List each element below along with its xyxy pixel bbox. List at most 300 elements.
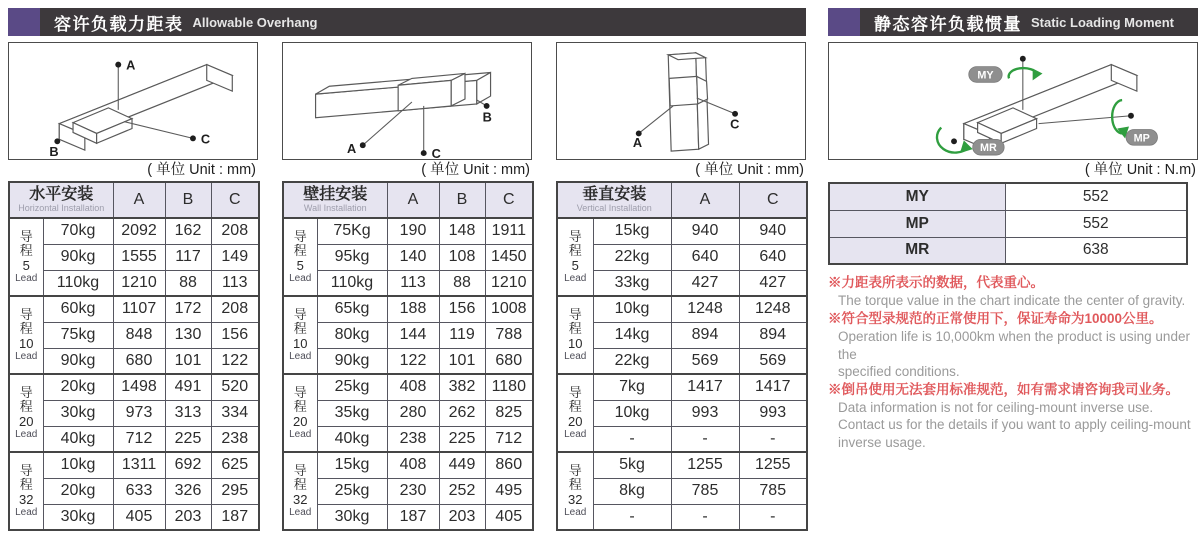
- lead-cell: [557, 374, 593, 452]
- lead-cell: [283, 452, 317, 530]
- value-cell: 680: [113, 348, 165, 374]
- lead-label: [284, 386, 317, 441]
- value-cell: 520: [211, 374, 259, 400]
- unit-caption-mm: ( 单位 Unit : mm): [695, 162, 804, 178]
- lead-number: 10: [293, 335, 308, 351]
- lead-char: 导: [293, 228, 307, 244]
- value-cell: 785: [671, 478, 739, 504]
- lead-cell: [557, 296, 593, 374]
- table-title-zh: 壁挂安装: [303, 186, 368, 204]
- static-loading-moment-section: [828, 8, 1198, 451]
- wall-installation-table: [282, 181, 534, 531]
- value-cell: 712: [485, 426, 533, 452]
- table-row: [283, 400, 533, 426]
- table-row: [9, 270, 259, 296]
- lead-char: 导: [19, 228, 33, 244]
- load-cell: 35kg: [317, 400, 387, 426]
- value-cell: 313: [165, 400, 211, 426]
- moment-label: MY: [829, 183, 1005, 210]
- lead-number: 5: [296, 257, 304, 273]
- lead-label: [558, 464, 593, 519]
- value-cell: 449: [439, 452, 485, 478]
- value-cell: 130: [165, 322, 211, 348]
- value-cell: 825: [485, 400, 533, 426]
- lead-en: Lead: [289, 429, 312, 441]
- value-cell: 993: [739, 400, 807, 426]
- table-row: [557, 296, 807, 322]
- vertical-installation-column: [556, 42, 806, 531]
- lead-number: 5: [22, 257, 30, 273]
- value-cell: 144: [387, 322, 439, 348]
- lead-char: 导: [19, 384, 33, 400]
- table-title-en: Wall Installation: [303, 202, 367, 213]
- value-cell: 238: [387, 426, 439, 452]
- load-cell: 95kg: [317, 244, 387, 270]
- section-header-right: [828, 8, 1198, 36]
- value-cell: 1210: [485, 270, 533, 296]
- note-en: The torque value in the chart indicate the center of gravity.: [838, 293, 1186, 309]
- load-cell: 22kg: [593, 244, 671, 270]
- lead-label: [558, 230, 593, 285]
- table-row: [557, 452, 807, 478]
- lead-number: 10: [568, 335, 583, 351]
- lead-number: 5: [571, 257, 579, 273]
- value-cell: 633: [113, 478, 165, 504]
- value-cell: 712: [113, 426, 165, 452]
- lead-number: 10: [19, 335, 34, 351]
- load-cell: 8kg: [593, 478, 671, 504]
- column-header: C: [485, 182, 533, 218]
- value-cell: 788: [485, 322, 533, 348]
- table-row: [557, 218, 807, 244]
- table-header-row: [9, 182, 259, 218]
- table-row: [9, 218, 259, 244]
- value-cell: 190: [387, 218, 439, 244]
- table-row: [283, 504, 533, 530]
- table-row: [557, 478, 807, 504]
- table-row: [9, 374, 259, 400]
- lead-en: Lead: [15, 429, 38, 441]
- load-cell: 25kg: [317, 374, 387, 400]
- table-title-zh: 垂直安装: [582, 186, 647, 204]
- table-row: [9, 244, 259, 270]
- lead-cell: [283, 374, 317, 452]
- horizontal-installation-table: [8, 181, 260, 531]
- value-cell: 1417: [671, 374, 739, 400]
- value-cell: 122: [211, 348, 259, 374]
- value-cell: 569: [739, 348, 807, 374]
- horizontal-installation-column: [8, 42, 258, 531]
- load-cell: 30kg: [317, 504, 387, 530]
- value-cell: 188: [387, 296, 439, 322]
- point-b-label: B: [49, 144, 59, 159]
- note-en: Data information is not for ceiling-mount inverse use.: [838, 399, 1154, 415]
- value-cell: 172: [165, 296, 211, 322]
- value-cell: 140: [387, 244, 439, 270]
- table-row: [9, 426, 259, 452]
- value-cell: -: [739, 504, 807, 530]
- lead-char: 程: [19, 321, 33, 337]
- table-header-row: [283, 182, 533, 218]
- note-en: Operation life is 10,000km when the product is using under the: [838, 328, 1190, 362]
- lead-en: Lead: [564, 507, 587, 519]
- column-header: C: [739, 182, 807, 218]
- load-cell: 10kg: [593, 400, 671, 426]
- value-cell: 117: [165, 244, 211, 270]
- notes-block: [828, 274, 1196, 451]
- unit-caption-mm: ( 单位 Unit : mm): [421, 162, 530, 178]
- column-header: C: [211, 182, 259, 218]
- load-cell: 80kg: [317, 322, 387, 348]
- table-row: [9, 348, 259, 374]
- value-cell: 382: [439, 374, 485, 400]
- value-cell: 408: [387, 452, 439, 478]
- value-cell: 1255: [671, 452, 739, 478]
- moment-value: 638: [1005, 237, 1187, 264]
- table-row: [557, 244, 807, 270]
- table-row: [283, 296, 533, 322]
- mp-axis-label: MP: [1133, 132, 1150, 145]
- load-cell: 60kg: [43, 296, 113, 322]
- lead-en: Lead: [15, 351, 38, 363]
- value-cell: 238: [211, 426, 259, 452]
- load-cell: 25kg: [317, 478, 387, 504]
- load-cell: 75kg: [43, 322, 113, 348]
- table-row: [283, 426, 533, 452]
- value-cell: 101: [165, 348, 211, 374]
- lead-number: 32: [293, 491, 308, 507]
- lead-number: 20: [19, 413, 34, 429]
- value-cell: -: [671, 504, 739, 530]
- table-row: [9, 452, 259, 478]
- wall-installation-diagram: [282, 42, 532, 160]
- value-cell: 1008: [485, 296, 533, 322]
- lead-label: [558, 386, 593, 441]
- value-cell: 1248: [671, 296, 739, 322]
- load-cell: 20kg: [43, 374, 113, 400]
- note-zh: ※倒吊使用无法套用标准规范，如有需求请咨询我司业务。: [828, 381, 1179, 397]
- table-title-en: Horizontal Installation: [18, 202, 105, 213]
- value-cell: 894: [671, 322, 739, 348]
- purple-accent-square: [8, 8, 40, 36]
- value-cell: 108: [439, 244, 485, 270]
- value-cell: 1107: [113, 296, 165, 322]
- lead-en: Lead: [15, 273, 38, 285]
- value-cell: 156: [211, 322, 259, 348]
- moment-row: [829, 210, 1187, 237]
- load-cell: 7kg: [593, 374, 671, 400]
- lead-number: 20: [568, 413, 583, 429]
- load-cell: 75Kg: [317, 218, 387, 244]
- value-cell: 208: [211, 296, 259, 322]
- table-row: [9, 504, 259, 530]
- lead-cell: [9, 374, 43, 452]
- value-cell: 1248: [739, 296, 807, 322]
- value-cell: 88: [439, 270, 485, 296]
- horizontal-installation-diagram: [8, 42, 258, 160]
- moment-value: 552: [1005, 210, 1187, 237]
- table-row: [283, 218, 533, 244]
- load-cell: 15kg: [593, 218, 671, 244]
- note-en: inverse usage.: [838, 434, 926, 450]
- section-title-en: Static Loading Moment: [1031, 14, 1174, 30]
- value-cell: 225: [439, 426, 485, 452]
- value-cell: -: [739, 426, 807, 452]
- lead-cell: [9, 452, 43, 530]
- table-row: [283, 348, 533, 374]
- value-cell: -: [671, 426, 739, 452]
- wall-installation-column: [282, 42, 532, 531]
- lead-char: 导: [19, 306, 33, 322]
- point-a-label: A: [347, 141, 357, 157]
- table-row: [557, 400, 807, 426]
- table-title-en: Vertical Installation: [576, 202, 652, 213]
- value-cell: 252: [439, 478, 485, 504]
- section-title-en: Allowable Overhang: [192, 14, 318, 30]
- value-cell: 101: [439, 348, 485, 374]
- lead-cell: [557, 452, 593, 530]
- load-cell: 90kg: [317, 348, 387, 374]
- value-cell: 113: [387, 270, 439, 296]
- value-cell: 88: [165, 270, 211, 296]
- load-cell: 14kg: [593, 322, 671, 348]
- value-cell: 203: [439, 504, 485, 530]
- column-header: A: [113, 182, 165, 218]
- lead-char: 程: [568, 321, 582, 337]
- value-cell: 491: [165, 374, 211, 400]
- value-cell: 2092: [113, 218, 165, 244]
- table-row: [283, 322, 533, 348]
- value-cell: 1911: [485, 218, 533, 244]
- lead-cell: [9, 296, 43, 374]
- vertical-installation-table: [556, 181, 808, 531]
- lead-char: 导: [293, 462, 307, 478]
- load-cell: 33kg: [593, 270, 671, 296]
- lead-char: 程: [19, 399, 33, 415]
- lead-label: [558, 308, 593, 363]
- vertical-installation-diagram: [556, 42, 806, 160]
- value-cell: 187: [387, 504, 439, 530]
- moment-label: MR: [829, 237, 1005, 264]
- value-cell: 405: [113, 504, 165, 530]
- column-header: B: [165, 182, 211, 218]
- table-title-zh: 水平安装: [29, 186, 94, 204]
- value-cell: 208: [211, 218, 259, 244]
- value-cell: 148: [439, 218, 485, 244]
- value-cell: 1311: [113, 452, 165, 478]
- lead-en: Lead: [289, 507, 312, 519]
- table-row: [557, 348, 807, 374]
- load-cell: 65kg: [317, 296, 387, 322]
- lead-number: 32: [19, 491, 34, 507]
- lead-char: 程: [293, 243, 307, 259]
- value-cell: 1210: [113, 270, 165, 296]
- load-cell: 30kg: [43, 400, 113, 426]
- load-cell: 110kg: [43, 270, 113, 296]
- value-cell: 1498: [113, 374, 165, 400]
- value-cell: 495: [485, 478, 533, 504]
- table-row: [557, 426, 807, 452]
- table-row: [283, 374, 533, 400]
- table-row: [557, 322, 807, 348]
- lead-cell: [283, 296, 317, 374]
- lead-label: [10, 386, 43, 441]
- value-cell: 894: [739, 322, 807, 348]
- value-cell: 122: [387, 348, 439, 374]
- lead-en: Lead: [289, 351, 312, 363]
- value-cell: 993: [671, 400, 739, 426]
- table-row: [9, 322, 259, 348]
- value-cell: 860: [485, 452, 533, 478]
- value-cell: 569: [671, 348, 739, 374]
- value-cell: 680: [485, 348, 533, 374]
- lead-char: 导: [568, 228, 582, 244]
- load-cell: 110kg: [317, 270, 387, 296]
- lead-label: [10, 464, 43, 519]
- lead-en: Lead: [289, 273, 312, 285]
- lead-char: 导: [568, 306, 582, 322]
- value-cell: 940: [739, 218, 807, 244]
- moment-value: 552: [1005, 183, 1187, 210]
- value-cell: 785: [739, 478, 807, 504]
- note-en: specified conditions.: [838, 364, 960, 380]
- value-cell: 203: [165, 504, 211, 530]
- value-cell: 119: [439, 322, 485, 348]
- lead-cell: [9, 218, 43, 296]
- value-cell: 408: [387, 374, 439, 400]
- value-cell: 162: [165, 218, 211, 244]
- lead-label: [284, 230, 317, 285]
- moment-row: [829, 183, 1187, 210]
- value-cell: 326: [165, 478, 211, 504]
- lead-char: 程: [568, 243, 582, 259]
- unit-caption-mm: ( 单位 Unit : mm): [147, 162, 256, 178]
- table-row: [283, 244, 533, 270]
- lead-en: Lead: [15, 507, 38, 519]
- point-c-label: C: [431, 146, 441, 159]
- lead-char: 导: [293, 306, 307, 322]
- column-header: A: [387, 182, 439, 218]
- value-cell: 230: [387, 478, 439, 504]
- load-cell: 10kg: [593, 296, 671, 322]
- moment-column: [828, 42, 1198, 451]
- lead-cell: [557, 218, 593, 296]
- section-title-zh: 静态容许负载惯量: [874, 14, 1022, 34]
- value-cell: 280: [387, 400, 439, 426]
- lead-cell: [283, 218, 317, 296]
- table-title: [557, 182, 671, 218]
- table-row: [9, 400, 259, 426]
- installation-columns: [8, 42, 806, 531]
- value-cell: 848: [113, 322, 165, 348]
- load-cell: 40kg: [43, 426, 113, 452]
- lead-char: 程: [293, 477, 307, 493]
- value-cell: 427: [739, 270, 807, 296]
- load-cell: 22kg: [593, 348, 671, 374]
- moment-axes-diagram: [828, 42, 1198, 160]
- value-cell: 187: [211, 504, 259, 530]
- section-title-zh: 容许负载力距表: [54, 14, 184, 34]
- lead-char: 程: [19, 243, 33, 259]
- table-row: [557, 270, 807, 296]
- lead-label: [284, 308, 317, 363]
- static-moment-table: [828, 182, 1188, 265]
- table-title: [9, 182, 113, 218]
- lead-char: 导: [19, 462, 33, 478]
- lead-label: [284, 464, 317, 519]
- mr-axis-label: MR: [980, 142, 997, 155]
- lead-label: [10, 230, 43, 285]
- value-cell: 149: [211, 244, 259, 270]
- lead-number: 20: [293, 413, 308, 429]
- lead-char: 程: [568, 477, 582, 493]
- table-row: [9, 296, 259, 322]
- table-row: [283, 478, 533, 504]
- section-header-left: [8, 8, 806, 36]
- value-cell: 1555: [113, 244, 165, 270]
- point-b-label: B: [482, 109, 492, 125]
- lead-char: 程: [293, 321, 307, 337]
- load-cell: 40kg: [317, 426, 387, 452]
- value-cell: 427: [671, 270, 739, 296]
- my-axis-label: MY: [977, 69, 994, 82]
- purple-accent-square: [828, 8, 860, 36]
- load-cell: -: [593, 426, 671, 452]
- point-c-label: C: [200, 131, 211, 147]
- table-row: [9, 478, 259, 504]
- table-header-row: [557, 182, 807, 218]
- table-row: [557, 374, 807, 400]
- lead-en: Lead: [564, 429, 587, 441]
- load-cell: 15kg: [317, 452, 387, 478]
- lead-char: 程: [19, 477, 33, 493]
- point-c-label: C: [730, 116, 740, 132]
- value-cell: 225: [165, 426, 211, 452]
- note-en: Contact us for the details if you want to apply ceiling-mount: [838, 417, 1191, 433]
- table-row: [557, 504, 807, 530]
- point-a-label: A: [126, 57, 136, 73]
- value-cell: 262: [439, 400, 485, 426]
- lead-label: [10, 308, 43, 363]
- value-cell: 640: [671, 244, 739, 270]
- lead-char: 导: [568, 384, 582, 400]
- value-cell: 405: [485, 504, 533, 530]
- load-cell: 5kg: [593, 452, 671, 478]
- moment-label: MP: [829, 210, 1005, 237]
- lead-number: 32: [568, 491, 583, 507]
- load-cell: 70kg: [43, 218, 113, 244]
- load-cell: 10kg: [43, 452, 113, 478]
- lead-en: Lead: [564, 273, 587, 285]
- value-cell: 640: [739, 244, 807, 270]
- column-header: A: [671, 182, 739, 218]
- value-cell: 973: [113, 400, 165, 426]
- value-cell: 692: [165, 452, 211, 478]
- table-row: [283, 270, 533, 296]
- table-title: [283, 182, 387, 218]
- note-zh: ※符合型录规范的正常使用下，保证寿命为10000公里。: [828, 310, 1163, 326]
- lead-char: 导: [293, 384, 307, 400]
- value-cell: 1255: [739, 452, 807, 478]
- value-cell: 156: [439, 296, 485, 322]
- lead-char: 导: [568, 462, 582, 478]
- allowable-overhang-section: [8, 8, 806, 531]
- value-cell: 1180: [485, 374, 533, 400]
- unit-caption-nm: ( 单位 Unit : N.m): [1084, 162, 1196, 178]
- load-cell: 30kg: [43, 504, 113, 530]
- table-row: [283, 452, 533, 478]
- lead-en: Lead: [564, 351, 587, 363]
